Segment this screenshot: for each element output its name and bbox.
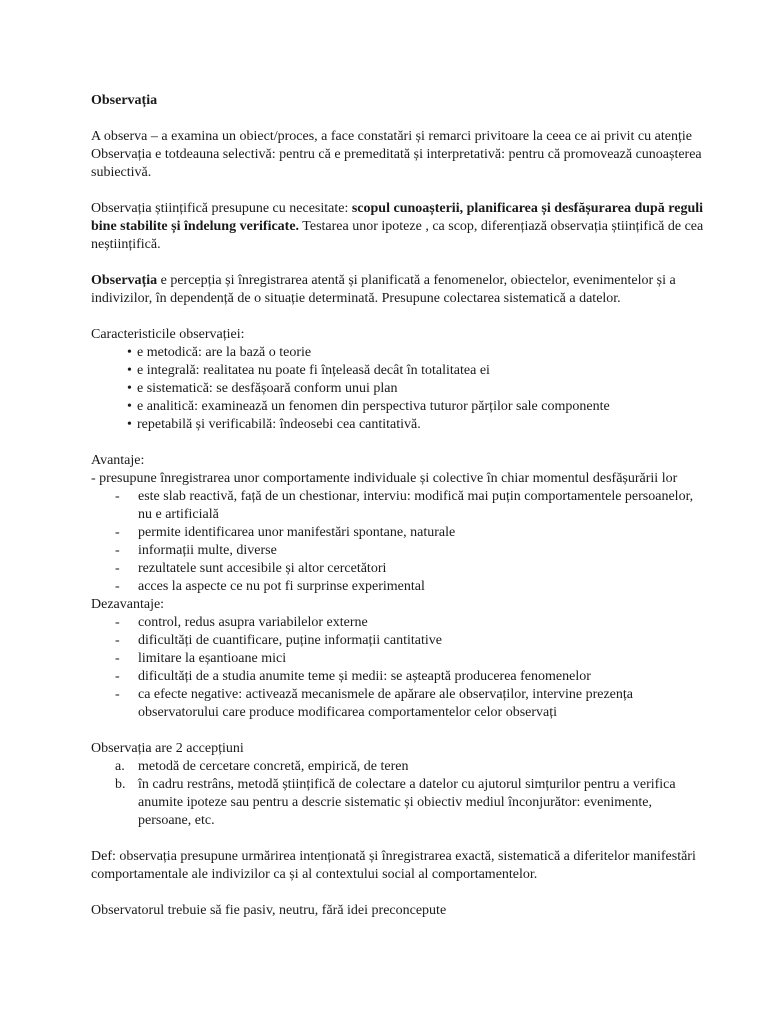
list-item: - dificultăți de a studia anumite teme și medii: se așteaptă producerea fenomenelor <box>91 668 708 686</box>
paragraph-closing: Observatorul trebuie să fie pasiv, neutru, fără idei preconcepute <box>91 903 447 918</box>
list-item-text: metodă de cercetare concretă, empirică, de teren <box>138 759 409 774</box>
meanings-heading: Observația are 2 accepțiuni <box>91 741 244 756</box>
list-marker: b. <box>115 777 126 792</box>
list-item: - permite identificarea unor manifestări spontane, naturale <box>91 524 708 542</box>
paragraph-definition-observe: A observa – a examina un obiect/proces, a face constatări și remarci privitoare la ceea ce ai privit cu atenție <box>91 129 692 144</box>
list-item: • e sistematică: se desfășoară conform unui plan <box>127 380 708 398</box>
scientific-bold: scopul cunoașterii, planificarea și desfășurarea după reguli bine stabilite și îndelung verificate. <box>91 201 704 234</box>
list-item: - rezultatele sunt accesibile și altor cercetători <box>91 560 708 578</box>
list-item: • e metodică: are la bază o teorie <box>127 344 708 362</box>
meanings-list <box>91 758 708 830</box>
list-item: • repetabilă și verificabilă: îndeosebi cea cantitativă. <box>127 416 708 434</box>
observation-bold: Observația <box>91 273 158 288</box>
list-item <box>91 758 708 776</box>
observation-text: e percepția și înregistrarea atentă și planificată a fenomenelor, obiectelor, evenimentelor și a indivizilor, în dependență de o situație determinată. Presupune colectarea sistematică a datelor. <box>91 273 676 306</box>
list-item: • e integrală: realitatea nu poate fi înțeleasă decât în totalitatea ei <box>127 362 708 380</box>
list-item: - este slab reactivă, față de un chestionar, interviu: modifică mai puțin comportamentele persoanelor, nu e artificială <box>91 488 708 524</box>
list-item: - ca efecte negative: activează mecanismele de apărare ale observaților, intervine prezența observatorului care produce modificarea comportamentelor celor observați <box>91 686 708 722</box>
disadvantages-heading: Dezavantaje: <box>91 597 165 612</box>
advantages-intro: - presupune înregistrarea unor comportamente individuale și colective în chiar momentul desfășurării lor <box>91 471 678 486</box>
list-item: - limitare la eșantioane mici <box>91 650 708 668</box>
page-title: Observația <box>91 93 158 108</box>
paragraph-def: Def: observația presupune urmărirea intenționată și înregistrarea exactă, sistematică a diferitelor manifestări comportamentale ale indivizilor ca și al contextului social al comportamentelor. <box>91 849 696 882</box>
list-item <box>91 776 708 830</box>
disadvantages-list <box>91 614 708 722</box>
advantages-heading: Avantaje: <box>91 453 145 468</box>
list-item: - control, redus asupra variabilelor externe <box>91 614 708 632</box>
list-marker: a. <box>115 759 125 774</box>
advantages-list <box>91 488 708 596</box>
list-item: - informații multe, diverse <box>91 542 708 560</box>
paragraph-observation-definition <box>91 272 708 308</box>
list-item: • e analitică: examinează un fenomen din perspectiva tuturor părților sale componente <box>127 398 708 416</box>
paragraph-selectivity: Observația e totdeauna selectivă: pentru că e premeditată și interpretativă: pentru că promovează cunoașterea subiectivă. <box>91 147 702 180</box>
scientific-pre: Observația științifică presupune cu necesitate: <box>91 201 352 216</box>
list-item-text: în cadru restrâns, metodă științifică de colectare a datelor cu ajutorul simțurilor pentru a verifica anumite ipoteze sau pentru a descrie sistematic și obiectiv mediul înconjurător: evenimente, persoane, etc. <box>138 777 676 828</box>
paragraph-scientific-observation <box>91 200 708 254</box>
list-item: - acces la aspecte ce nu pot fi surprinse experimental <box>91 578 708 596</box>
scientific-post: Testarea unor ipoteze , ca scop, diferențiază observația științifică de cea neștiințifică. <box>91 219 704 252</box>
list-item: - dificultăți de cuantificare, puține informații cantitative <box>91 632 708 650</box>
characteristics-list <box>91 344 708 434</box>
characteristics-heading: Caracteristicile observației: <box>91 327 245 342</box>
